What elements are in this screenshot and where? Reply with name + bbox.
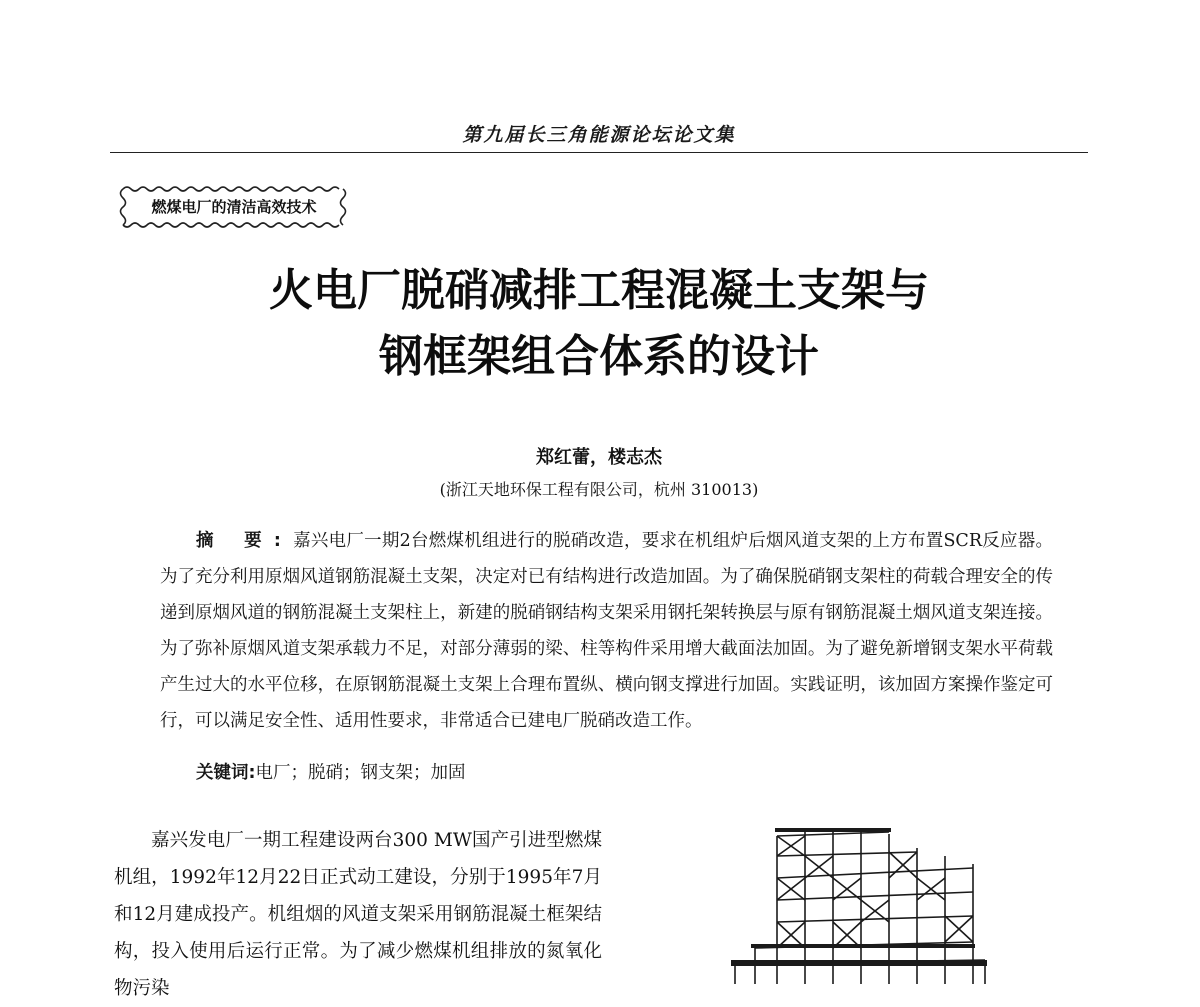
title-line-2: 钢框架组合体系的设计: [379, 331, 819, 382]
section-tag-label: 燃煤电厂的清洁高效技术: [151, 198, 317, 216]
abstract-text: 嘉兴电厂一期2台燃煤机组进行的脱硝改造，要求在机组炉后烟风道支架的上方布置SCR反应器。为了充分利用原烟风道钢筋混凝土支架，决定对已有结构进行改造加固。为了确保脱硝钢支架柱的荷载合理安全的传递到原烟风道的钢筋混凝土支架柱上，新建的脱硝钢结构支架采用钢托架转换层与原有钢筋混凝土烟风道支架连接。为了弥补原烟风道支架承载力不足，对部分薄弱的梁、柱等构件采用增大截面法加固。为了避免新增钢支架水平荷载产生过大的水平位移，在原钢筋混凝土支架上合理布置纵、横向钢支撑进行加固。实践证明，该加固方案操作鉴定可行，可以满足安全性、适用性要求，非常适合已建电厂脱硝改造工作。: [160, 531, 1054, 731]
figure-image: [715, 826, 995, 984]
title-line-1: 火电厂脱硝减排工程混凝土支架与: [269, 265, 929, 316]
keywords-text: 电厂；脱硝；钢支架；加固: [255, 763, 466, 783]
steel-frame-structure-icon: [715, 826, 995, 984]
body-paragraph: 嘉兴发电厂一期工程建设两台300 MW国产引进型燃煤机组，1992年12月22日正式动工建设，分别于1995年7月和12月建成投产。机组烟的风道支架采用钢筋混凝土框架结构，投入使用后运行正常。为了减少燃煤机组排放的氮氧化物污染: [114, 830, 602, 999]
running-head: 第九届长三角能源论坛论文集: [462, 124, 736, 146]
header-rule: [110, 152, 1088, 153]
section-tag: [117, 183, 351, 231]
keywords-label: 关键词:: [196, 763, 256, 783]
paper-title: [110, 258, 1088, 390]
keywords: [196, 758, 1056, 788]
abstract: [160, 523, 1053, 739]
affiliation: (浙江天地环保工程有限公司，杭州 310013): [439, 480, 759, 499]
authors: 郑红蕾，楼志杰: [536, 447, 662, 468]
abstract-label: 摘 要:: [196, 531, 293, 551]
